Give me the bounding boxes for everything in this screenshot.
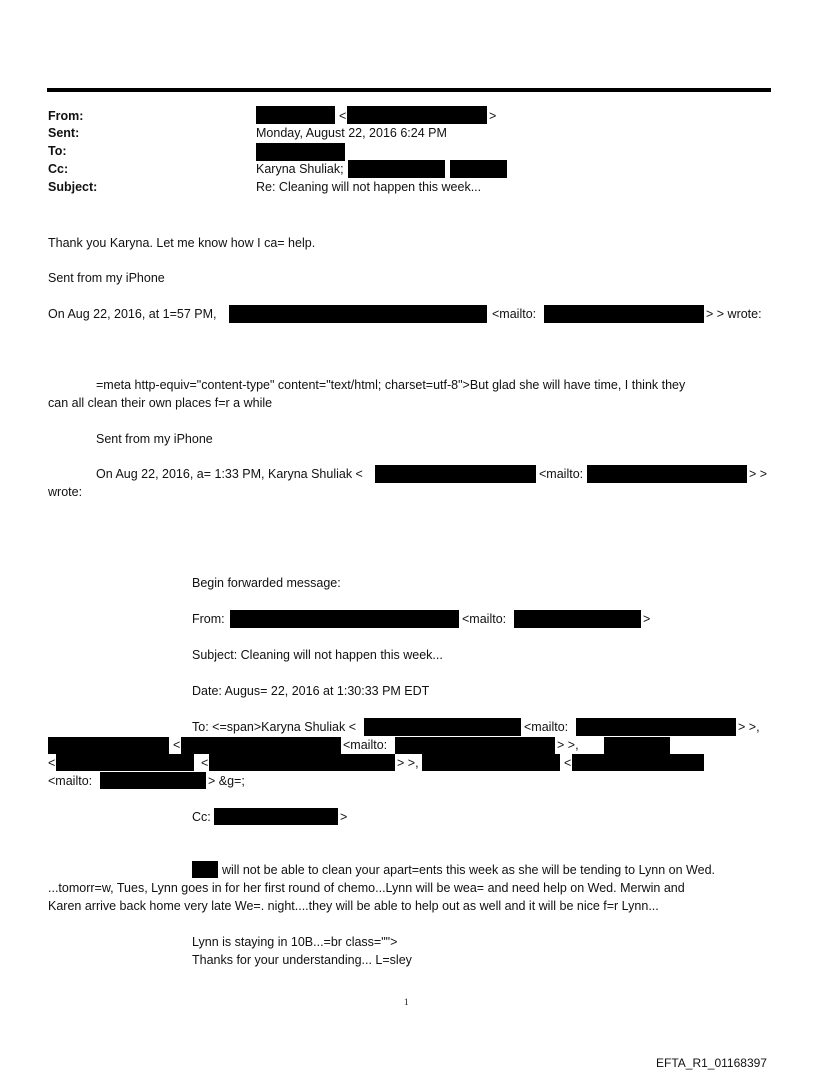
forward-paragraph: ...tomorr=w, Tues, Lynn goes in for her first round of chemo...Lynn will be wea= and need help on Wed. Merwin and xyxy=(48,881,685,895)
redaction xyxy=(56,754,194,771)
quoted-line: > > xyxy=(749,467,768,481)
quoted-line: <mailto: xyxy=(539,467,584,481)
forward-to: > &g=; xyxy=(208,774,245,788)
redaction xyxy=(100,772,206,789)
redaction xyxy=(230,610,459,628)
redaction xyxy=(544,305,704,323)
document-id: EFTA_R1_01168397 xyxy=(656,1056,767,1070)
forward-paragraph: Thanks for your understanding... L=sley xyxy=(192,953,412,967)
quoted-line: can all clean their own places f=r a while xyxy=(48,396,273,410)
redaction xyxy=(348,160,445,178)
forward-to: > >, xyxy=(557,738,579,752)
quoted-line: Sent from my iPhone xyxy=(96,432,213,446)
body-line: On Aug 22, 2016, at 1=57 PM, xyxy=(48,307,217,321)
redaction xyxy=(229,305,487,323)
forward-paragraph: Karen arrive back home very late We=. night....they will be able to help out as well and it will be nice f=r Lynn... xyxy=(48,899,659,913)
forward-begin: Begin forwarded message: xyxy=(192,576,341,590)
redaction xyxy=(347,106,487,124)
forward-to: < xyxy=(48,756,56,770)
forward-from-mailto: <mailto: xyxy=(462,612,507,626)
redaction xyxy=(192,861,218,878)
redaction xyxy=(256,106,335,124)
forward-to: To: <=span>Karyna Shuliak < xyxy=(192,720,357,734)
quoted-line: wrote: xyxy=(48,485,83,499)
cc-value: Karyna Shuliak; xyxy=(256,162,344,176)
forward-to: < xyxy=(201,756,209,770)
forward-to: <mailto: xyxy=(48,774,93,788)
subject-label: Subject: xyxy=(48,180,98,194)
body-line: Sent from my iPhone xyxy=(48,271,165,285)
body-line: Thank you Karyna. Let me know how I ca= help. xyxy=(48,236,316,250)
redaction xyxy=(375,465,536,483)
forward-from-gt: > xyxy=(643,612,651,626)
header-rule xyxy=(47,88,771,92)
body-line: > > wrote: xyxy=(706,307,762,321)
redaction xyxy=(181,737,341,754)
forward-to: < xyxy=(564,756,572,770)
body-line: <mailto: xyxy=(492,307,537,321)
cc-label: Cc: xyxy=(48,162,69,176)
forward-to: < xyxy=(173,738,181,752)
from-lt: < xyxy=(339,109,347,123)
subject-value: Re: Cleaning will not happen this week... xyxy=(256,180,482,194)
redaction xyxy=(576,718,736,736)
redaction xyxy=(364,718,521,736)
redaction xyxy=(450,160,507,178)
from-label: From: xyxy=(48,109,84,123)
forward-subject: Subject: Cleaning will not happen this week... xyxy=(192,648,443,662)
forward-to: <mailto: xyxy=(343,738,388,752)
forward-paragraph: will not be able to clean your apart=ents this week as she will be tending to Lynn on Wed. xyxy=(222,863,716,877)
redaction xyxy=(48,737,169,754)
forward-to: > >, xyxy=(397,756,419,770)
redaction xyxy=(587,465,747,483)
quoted-line: =meta http-equiv="content-type" content="text/html; charset=utf-8">But glad she will have time, I think they xyxy=(96,378,686,392)
forward-paragraph: Lynn is staying in 10B...=br class=""> xyxy=(192,935,398,949)
sent-label: Sent: xyxy=(48,126,80,140)
forward-cc-gt: > xyxy=(340,810,348,824)
redaction xyxy=(572,754,704,771)
forward-date: Date: Augus= 22, 2016 at 1:30:33 PM EDT xyxy=(192,684,430,698)
from-gt: > xyxy=(489,109,497,123)
page-number: 1 xyxy=(404,997,409,1007)
forward-from-label: From: xyxy=(192,612,225,626)
redaction xyxy=(214,808,338,825)
redaction xyxy=(395,737,555,754)
redaction xyxy=(209,754,395,771)
sent-value: Monday, August 22, 2016 6:24 PM xyxy=(256,126,447,140)
quoted-line: On Aug 22, 2016, a= 1:33 PM, Karyna Shuliak < xyxy=(96,467,363,481)
redaction xyxy=(604,737,670,754)
forward-to: <mailto: xyxy=(524,720,569,734)
redaction xyxy=(422,754,560,771)
to-label: To: xyxy=(48,144,67,158)
forward-to: > >, xyxy=(738,720,760,734)
forward-cc-label: Cc: xyxy=(192,810,211,824)
redaction xyxy=(256,143,345,161)
redaction xyxy=(514,610,641,628)
